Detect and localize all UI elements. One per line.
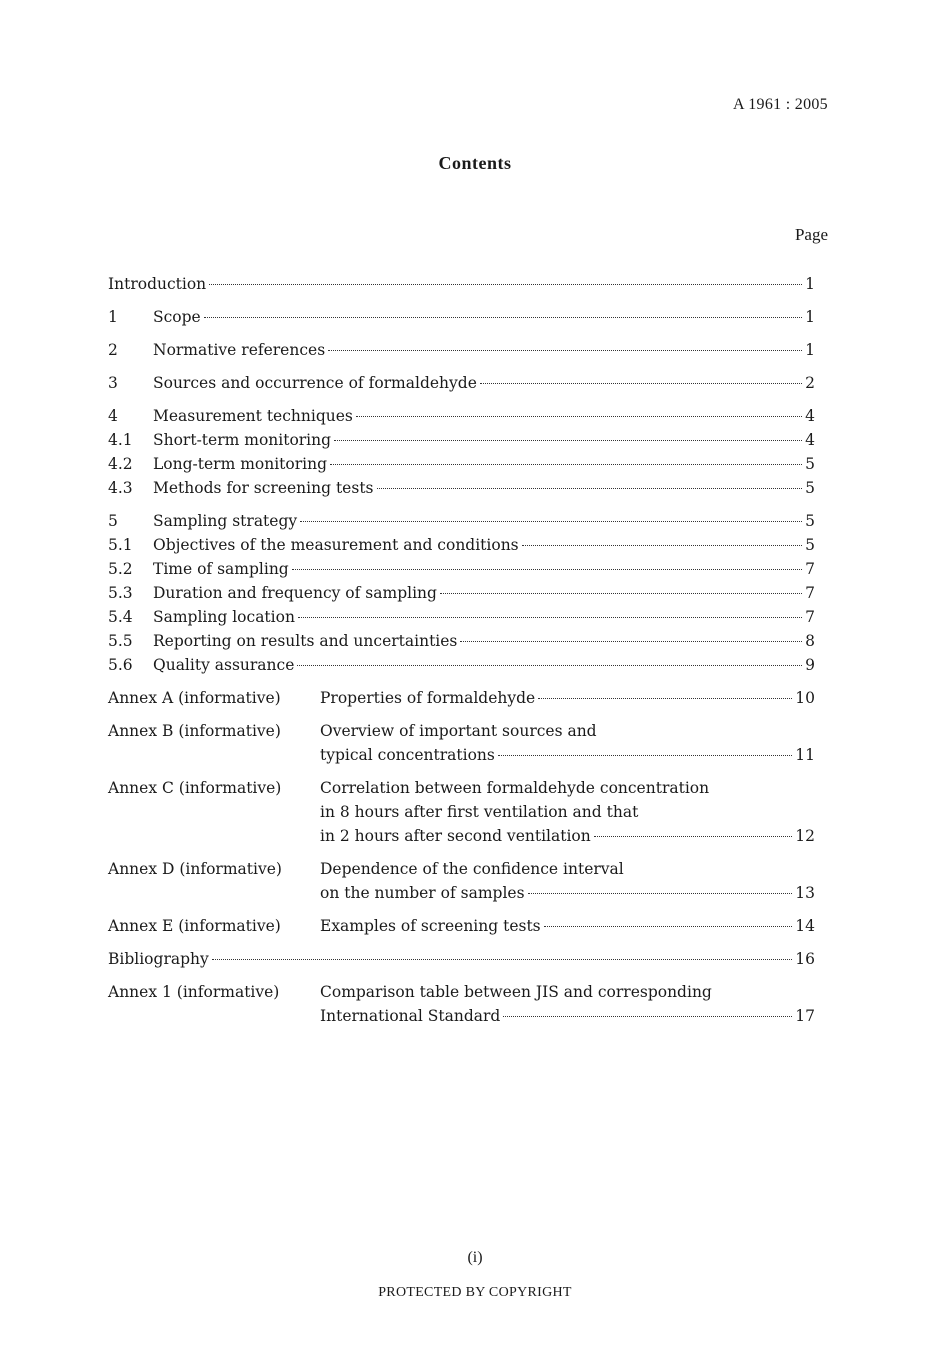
- toc-group-sampling: [108, 509, 815, 677]
- page-title: Contents: [438, 153, 512, 173]
- toc-entry-number: 4: [108, 407, 118, 425]
- toc-entry-sampling-location[interactable]: [108, 605, 815, 629]
- annex-label: Annex A (informative): [108, 689, 281, 707]
- annex-line: typical concentrations: [320, 746, 495, 764]
- annex-line-last: [320, 914, 815, 938]
- toc-entry-number: 5.2: [108, 560, 133, 578]
- annex-body: [320, 857, 815, 905]
- toc-entry-measurement[interactable]: [108, 404, 815, 428]
- toc-entry-screening-methods[interactable]: [108, 476, 815, 500]
- annex-line-last: [320, 881, 815, 905]
- dot-leader: [528, 893, 793, 894]
- toc-entry-sampling-strategy[interactable]: [108, 509, 815, 533]
- dot-leader: [212, 959, 793, 960]
- toc-entry-number: 4.1: [108, 431, 133, 449]
- document-number: A 1961 : 2005: [732, 96, 828, 113]
- annex-line-last: [320, 824, 815, 848]
- dot-leader: [297, 665, 802, 666]
- annex-body: [320, 776, 815, 848]
- toc-entry-long-term[interactable]: [108, 452, 815, 476]
- toc-entry-number: 2: [108, 341, 118, 359]
- dot-leader: [204, 317, 802, 318]
- annex-line-last: [320, 1004, 815, 1028]
- toc-group-sources: [108, 371, 815, 395]
- dot-leader: [328, 350, 802, 351]
- toc-entry-page: 5: [805, 455, 815, 473]
- toc-entry-title: Sources and occurrence of formaldehyde: [153, 374, 477, 392]
- toc-group-measurement: [108, 404, 815, 500]
- dot-leader: [377, 488, 803, 489]
- toc-entry-bibliography[interactable]: [108, 947, 815, 971]
- toc-group-introduction: [108, 272, 815, 296]
- toc-group-normative: [108, 338, 815, 362]
- dot-leader: [594, 836, 793, 837]
- toc-entry-title: Measurement techniques: [153, 407, 353, 425]
- toc-entry-title: Sampling location: [153, 608, 295, 626]
- annex-line: International Standard: [320, 1007, 501, 1025]
- toc-entry-number: 5.5: [108, 632, 133, 650]
- toc-entry-page: 5: [805, 479, 815, 497]
- dot-leader: [356, 416, 802, 417]
- toc-entry-number: 4.3: [108, 479, 133, 497]
- annex-label: Annex 1 (informative): [108, 983, 280, 1001]
- toc-entry-title: Sampling strategy: [153, 512, 298, 530]
- annex-label: Annex B (informative): [108, 722, 281, 740]
- toc-entry-annex-c[interactable]: [108, 776, 815, 848]
- annex-line-last: [320, 686, 815, 710]
- annex-line: Correlation between formaldehyde concentration: [320, 779, 710, 797]
- toc-entry-page: 11: [795, 746, 815, 764]
- toc-entry-page: 2: [805, 374, 815, 392]
- table-of-contents: [108, 272, 815, 1037]
- dot-leader: [460, 641, 802, 642]
- toc-entry-annex-a[interactable]: [108, 686, 815, 710]
- toc-entry-page: 9: [805, 656, 815, 674]
- annex-body: [320, 686, 815, 710]
- toc-entry-title: Introduction: [108, 275, 207, 293]
- toc-entry-page: 13: [795, 884, 815, 902]
- dot-leader: [300, 521, 802, 522]
- toc-entry-title: Reporting on results and uncertainties: [153, 632, 458, 650]
- toc-entry-page: 14: [795, 917, 815, 935]
- toc-entry-annex-d[interactable]: [108, 857, 815, 905]
- copyright-notice: PROTECTED BY COPYRIGHT: [378, 1285, 572, 1300]
- toc-entry-page: 4: [805, 431, 815, 449]
- annex-line-last: [320, 743, 815, 767]
- annex-line: Overview of important sources and: [320, 722, 597, 740]
- dot-leader: [544, 926, 793, 927]
- toc-entry-number: 5.6: [108, 656, 133, 674]
- toc-group-scope: [108, 305, 815, 329]
- dot-leader: [440, 593, 802, 594]
- dot-leader: [292, 569, 802, 570]
- toc-entry-title: Quality assurance: [153, 656, 295, 674]
- toc-entry-objectives[interactable]: [108, 533, 815, 557]
- annex-body: [320, 914, 815, 938]
- toc-entry-reporting[interactable]: [108, 629, 815, 653]
- annex-line: on the number of samples: [320, 884, 525, 902]
- annex-label: Annex D (informative): [108, 860, 282, 878]
- toc-entry-introduction[interactable]: [108, 272, 815, 296]
- dot-leader: [330, 464, 802, 465]
- toc-entry-time-of-sampling[interactable]: [108, 557, 815, 581]
- toc-entry-title: Objectives of the measurement and conditions: [153, 536, 519, 554]
- annex-line: Examples of screening tests: [320, 917, 541, 935]
- toc-entry-normative-references[interactable]: [108, 338, 815, 362]
- annex-line: Comparison table between JIS and corresponding: [320, 983, 712, 1001]
- annex-line: in 2 hours after second ventilation: [320, 827, 591, 845]
- toc-entry-number: 5.1: [108, 536, 133, 554]
- annex-line: Properties of formaldehyde: [320, 689, 536, 707]
- dot-leader: [538, 698, 792, 699]
- toc-entry-short-term[interactable]: [108, 428, 815, 452]
- toc-entry-page: 8: [805, 632, 815, 650]
- toc-entry-page: 5: [805, 536, 815, 554]
- dot-leader: [522, 545, 802, 546]
- toc-group-bibliography: [108, 947, 815, 971]
- dot-leader: [498, 755, 792, 756]
- toc-entry-duration-frequency[interactable]: [108, 581, 815, 605]
- toc-entry-title: Normative references: [153, 341, 326, 359]
- toc-entry-number: 3: [108, 374, 118, 392]
- toc-entry-page: 4: [805, 407, 815, 425]
- annex-line: in 8 hours after first ventilation and that: [320, 803, 639, 821]
- toc-entry-page: 16: [795, 950, 815, 968]
- toc-entry-annex-1[interactable]: [108, 980, 815, 1028]
- dot-leader: [503, 1016, 792, 1017]
- toc-entry-page: 7: [805, 560, 815, 578]
- toc-entry-annex-e[interactable]: [108, 914, 815, 938]
- toc-entry-page: 10: [795, 689, 815, 707]
- toc-entry-title: Duration and frequency of sampling: [153, 584, 437, 602]
- annex-label: Annex C (informative): [108, 779, 282, 797]
- toc-entry-page: 17: [795, 1007, 815, 1025]
- annex-label: Annex E (informative): [108, 917, 281, 935]
- annex-body: [320, 980, 815, 1028]
- toc-entry-page: 12: [795, 827, 815, 845]
- toc-entry-title: Scope: [153, 308, 201, 326]
- toc-entry-page: 7: [805, 584, 815, 602]
- toc-entry-quality-assurance[interactable]: [108, 653, 815, 677]
- toc-entry-annex-b[interactable]: [108, 719, 815, 767]
- dot-leader: [209, 284, 802, 285]
- dot-leader: [298, 617, 802, 618]
- dot-leader: [334, 440, 802, 441]
- toc-entry-title: Methods for screening tests: [153, 479, 374, 497]
- toc-entry-title: Bibliography: [108, 950, 209, 968]
- page-number: (i): [467, 1249, 483, 1266]
- toc-entry-page: 1: [805, 275, 815, 293]
- toc-entry-page: 1: [805, 308, 815, 326]
- annex-line: Dependence of the confidence interval: [320, 860, 624, 878]
- toc-entry-title: Long-term monitoring: [153, 455, 328, 473]
- toc-entry-number: 5.3: [108, 584, 133, 602]
- toc-entry-scope[interactable]: [108, 305, 815, 329]
- toc-entry-number: 5.4: [108, 608, 133, 626]
- toc-entry-title: Time of sampling: [153, 560, 289, 578]
- toc-entry-page: 1: [805, 341, 815, 359]
- annex-body: [320, 719, 815, 767]
- toc-entry-number: 1: [108, 308, 118, 326]
- toc-entry-number: 5: [108, 512, 118, 530]
- toc-entry-title: Short-term monitoring: [153, 431, 332, 449]
- dot-leader: [480, 383, 802, 384]
- toc-entry-sources[interactable]: [108, 371, 815, 395]
- toc-entry-page: 7: [805, 608, 815, 626]
- toc-entry-page: 5: [805, 512, 815, 530]
- page-column-label: Page: [794, 225, 828, 244]
- toc-entry-number: 4.2: [108, 455, 133, 473]
